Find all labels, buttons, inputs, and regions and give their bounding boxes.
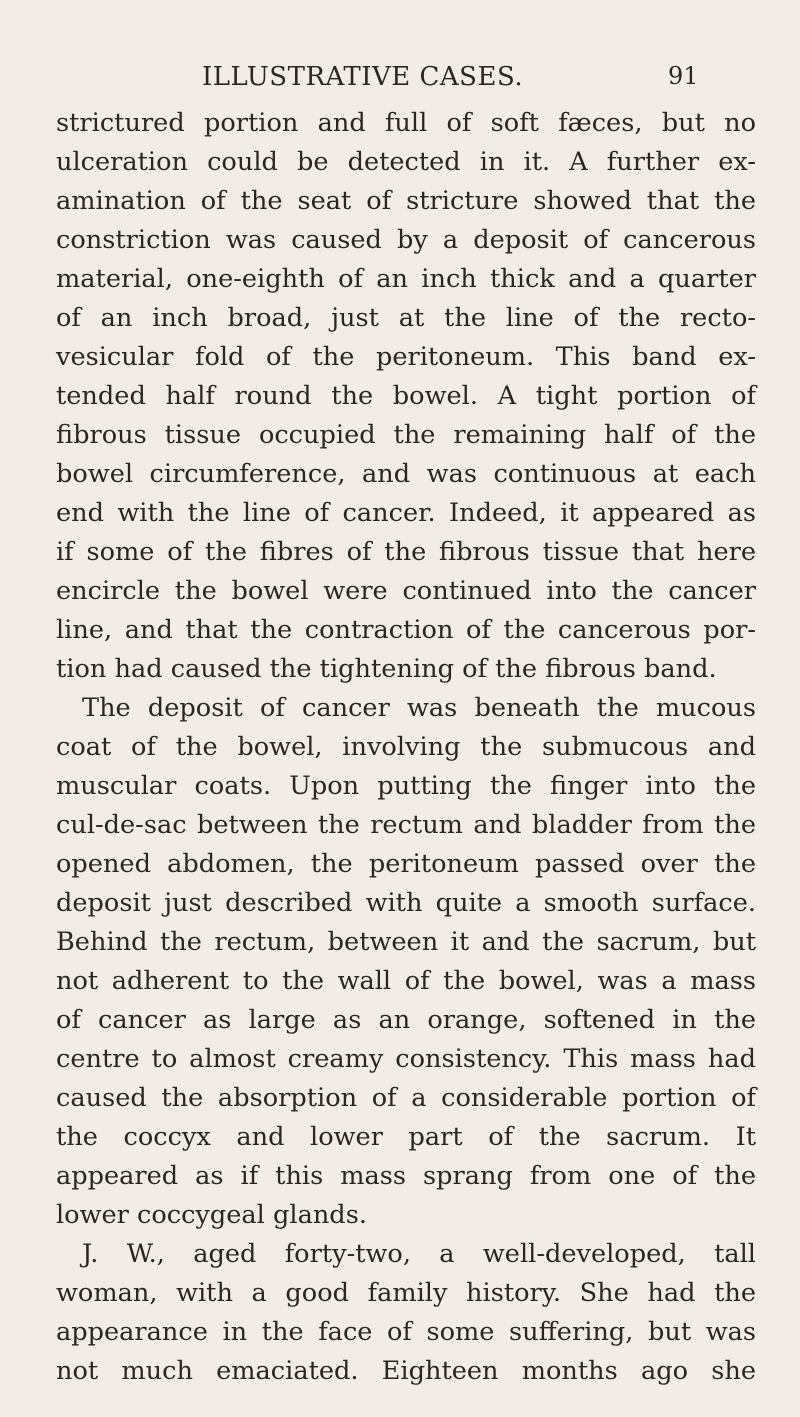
text-line: appearance in the face of some suffering, but was xyxy=(56,1317,756,1347)
text-line: constriction was caused by a deposit of cancerous xyxy=(56,225,756,255)
running-head: ILLUSTRATIVE CASES. xyxy=(202,62,524,92)
text-line: if some of the fibres of the fibrous tissue that here xyxy=(56,537,756,567)
text-line: Behind the rectum, between it and the sacrum, but xyxy=(56,927,756,957)
text-line: of cancer as large as an orange, softened in the xyxy=(56,1005,756,1035)
text-line: material, one-eighth of an inch thick and a quarter xyxy=(56,264,756,294)
text-line: end with the line of cancer. Indeed, it appeared as xyxy=(56,498,756,528)
text-line: not much emaciated. Eighteen months ago she xyxy=(56,1356,756,1386)
text-line: J. W., aged forty-two, a well-developed, tall xyxy=(82,1239,756,1269)
text-line: bowel circumference, and was continuous at each xyxy=(56,459,756,489)
text-line: tion had caused the tightening of the fibrous band. xyxy=(56,654,717,684)
text-line: opened abdomen, the peritoneum passed over the xyxy=(56,849,756,879)
text-line: deposit just described with quite a smooth surface. xyxy=(56,888,756,918)
text-line: lower coccygeal glands. xyxy=(56,1200,367,1230)
text-line: cul-de-sac between the rectum and bladder from the xyxy=(56,810,756,840)
text-line: muscular coats. Upon putting the finger into the xyxy=(56,771,756,801)
text-line: not adherent to the wall of the bowel, was a mass xyxy=(56,966,756,996)
text-line: The deposit of cancer was beneath the mucous xyxy=(82,693,756,723)
text-line: of an inch broad, just at the line of the recto- xyxy=(56,303,756,333)
text-line: appeared as if this mass sprang from one of the xyxy=(56,1161,756,1191)
text-line: line, and that the contraction of the cancerous por- xyxy=(56,615,756,645)
text-line: vesicular fold of the peritoneum. This band ex- xyxy=(56,342,756,372)
text-line: coat of the bowel, involving the submucous and xyxy=(56,732,756,762)
text-line: fibrous tissue occupied the remaining half of the xyxy=(56,420,756,450)
text-line: ulceration could be detected in it. A further ex- xyxy=(56,147,756,177)
text-line: the coccyx and lower part of the sacrum. It xyxy=(56,1122,756,1152)
text-line: caused the absorption of a considerable portion of xyxy=(56,1083,756,1113)
text-line: strictured portion and full of soft fæces, but no xyxy=(56,108,756,138)
text-line: amination of the seat of stricture showed that the xyxy=(56,186,756,216)
text-line: centre to almost creamy consistency. This mass had xyxy=(56,1044,756,1074)
text-line: tended half round the bowel. A tight portion of xyxy=(56,381,756,411)
text-line: woman, with a good family history. She had the xyxy=(56,1278,756,1308)
page-number: 91 xyxy=(668,62,699,90)
text-line: encircle the bowel were continued into the cancer xyxy=(56,576,756,606)
